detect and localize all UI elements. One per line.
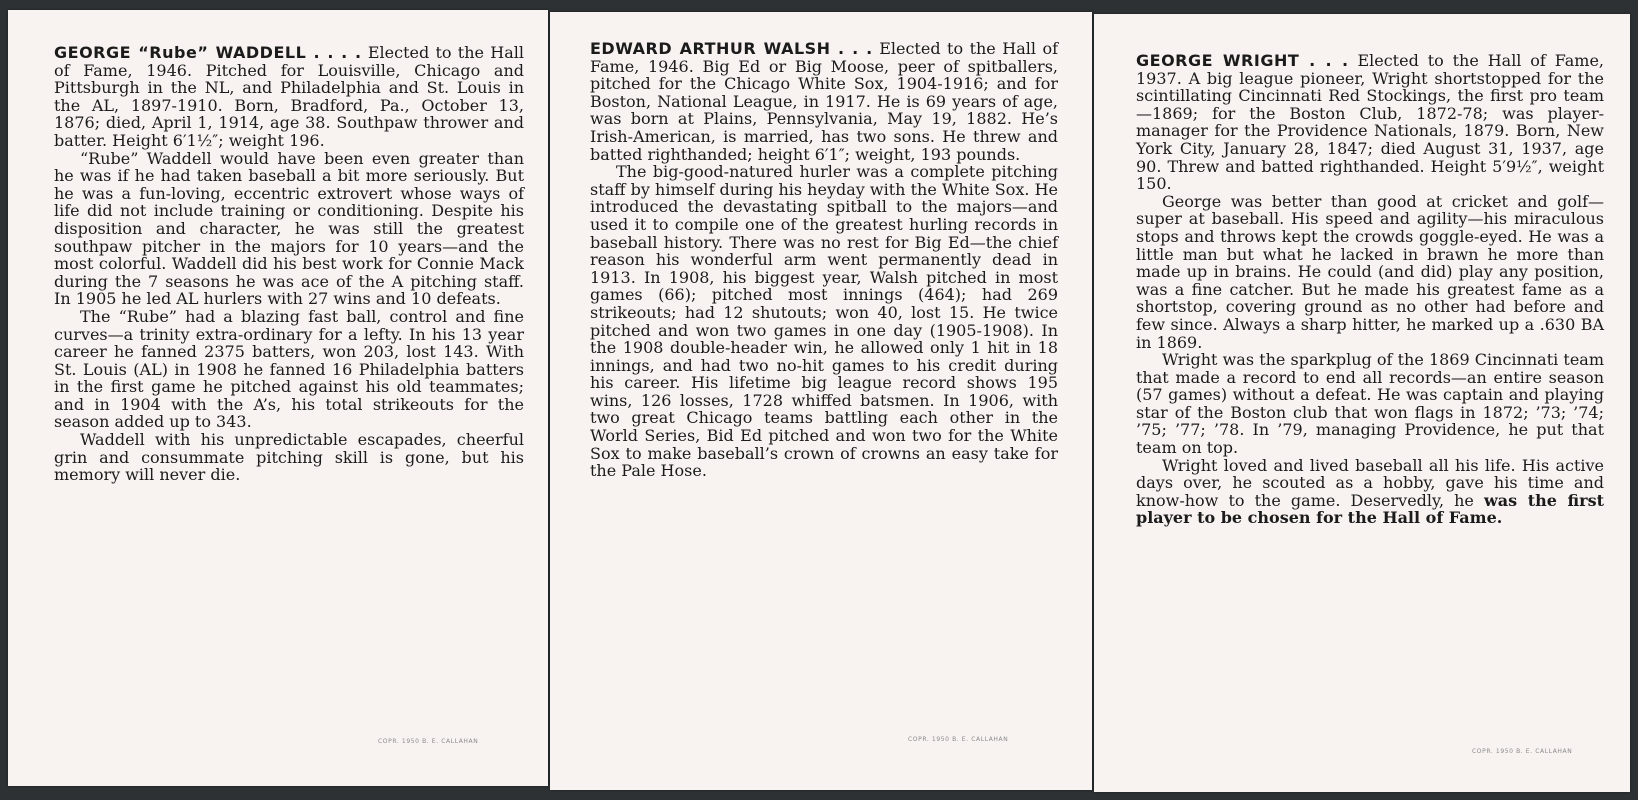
card-waddell-paragraph-1: Elected to the Hall of Fame, 1946. Pitched for Louisville, Chicago and Pittsburgh in the NL, and Philadelphia and St. Louis in the AL, 1897-1910. Born, Bradford, Pa., October 13, 1876; died, April 1, 1914, age 38. Southpaw thrower and batter. Height 6′1½″; weight 196. [54,43,524,150]
card-wright-paragraph-4: Wright loved and lived baseball all his life. His active days over, he scouted as a hobby, gave his time and know-how to the game. Deservedly, he was the first player to be chosen for the Hall of Fame. [1136,455,1604,528]
card-wright-text [1136,52,1604,527]
card-walsh-text [590,40,1058,480]
card-waddell-paragraph-4: Waddell with his unpredictable escapades, cheerful grin and consummate pitching skill is gone, but his memory will never die. [54,430,524,485]
card-wright [1094,14,1630,792]
player-name: GEORGE “Rube” WADDELL [54,43,307,62]
card-waddell [8,10,548,786]
card-waddell-text [54,44,524,484]
card-walsh-paragraph-1: Elected to the Hall of Fame, 1946. Big Ed or Big Moose, peer of spitballers, pitched for the Chicago White Sox, 1904-1916; and for Boston, National League, in 1917. He is 69 years of age, was born at Plains, Pennsylvania, May 19, 1882. He’s Irish-American, is married, has two sons. He threw and batted righthanded; height 6′1″; weight, 193 pounds. [590,39,1059,164]
copyright-notice: COPR. 1950 B. E. CALLAHAN [908,736,1009,743]
card-waddell-intro: GEORGE “Rube” WADDELL . . . . Elected to the Hall of Fame, 1946. Pitched for Louisville, Chicago and Pittsburgh in the NL, and Philadelphia and St. Louis in the AL, 1897-1910. Born, Bradford, Pa., October 13, 1876; died, April 1, 1914, age 38. Southpaw thrower and batter. Height 6′1½″; weight 196. [54,43,524,150]
card-walsh [550,12,1092,790]
player-name: GEORGE WRIGHT [1136,51,1300,70]
card-wright-paragraph-2: George was better than good at cricket and golf—super at baseball. His speed and agility—his miraculous stops and throws kept the crowds goggle-eyed. He was a little man but what he lacked in brawn he more than made up in brains. He could (and did) play any position, was a fine catcher. But he made his greatest fame as a shortstop, covering ground as no other had before and few since. Always a sharp hitter, he marked up a .630 BA in 1869. [1136,191,1604,352]
card-waddell-paragraph-2: “Rube” Waddell would have been even greater than he was if he had taken baseball a bit more seriously. But he was a fun-loving, eccentric extrovert whose ways of life did not include training or conditioning. Despite his disposition and character, he was still the greatest southpaw pitcher in the majors for 10 years—and the most colorful. Waddell did his best work for Connie Mack during the 7 seasons he was ace of the A pitching staff. In 1905 he led AL hurlers with 27 wins and 10 defeats. [54,148,524,309]
copyright-notice: COPR. 1950 B. E. CALLAHAN [378,738,479,745]
card-wright-closing-bold: was the first player to be chosen for the Hall of Fame. [1136,490,1604,528]
card-wright-paragraph-3: Wright was the sparkplug of the 1869 Cincinnati team that made a record to end all records—an entire season (57 games) without a defeat. He was captain and playing star of the Boston club that won flags in 1872; ’73; ’74; ’75; ’77; ’78. In ’79, managing Providence, he put that team on top. [1136,350,1604,458]
card-waddell-paragraph-3: The “Rube” had a blazing fast ball, control and fine curves—a trinity extra-ordinary for a lefty. In his 13 year career he fanned 2375 batters, won 203, lost 143. With St. Louis (AL) in 1908 he fanned 16 Philadelphia batters in the first game he pitched against his old teammates; and in 1904 with the A’s, his total strikeouts for the season added up to 343. [54,306,524,432]
card-wright-intro: GEORGE WRIGHT . . . Elected to the Hall of Fame, 1937. A big league pioneer, Wright shortstopped for the scintillating Cincinnati Red Stockings, the first pro team—1869; for the Boston Club, 1872-78; was player-manager for the Providence Nationals, 1879. Born, New York City, January 28, 1847; died August 31, 1937, age 90. Threw and batted righthanded. Height 5′9½″, weight 150. [1136,51,1605,194]
card-walsh-intro: EDWARD ARTHUR WALSH . . . Elected to the Hall of Fame, 1946. Big Ed or Big Moose, peer of spitballers, pitched for the Chicago White Sox, 1904-1916; and for Boston, National League, in 1917. He is 69 years of age, was born at Plains, Pennsylvania, May 19, 1882. He’s Irish-American, is married, has two sons. He threw and batted righthanded; height 6′1″; weight, 193 pounds. [590,39,1059,164]
player-name: EDWARD ARTHUR WALSH [590,39,831,58]
card-walsh-paragraph-2: The big-good-natured hurler was a complete pitching staff by himself during his heyday with the White Sox. He introduced the devastating spitball to the majors—and used it to compile one of the greatest hurling records in baseball history. There was no rest for Big Ed—the chief reason his wonderful arm went permanently dead in 1913. In 1908, his biggest year, Walsh pitched in most games (66); pitched most innings (464); had 269 strikeouts; had 12 shutouts; won 40, lost 15. He twice pitched and won two games in one day (1905-1908). In the 1908 double-header win, he allowed only 1 hit in 18 innings, and had two no-hit games to his credit during his career. His lifetime big league record shows 195 wins, 126 losses, 1728 whiffed batsmen. In 1906, with two great Chicago teams battling each other in the World Series, Bid Ed pitched and won two for the White Sox to make baseball’s crown of crowns an easy take for the Pale Hose. [590,162,1058,481]
card-wright-paragraph-1: Elected to the Hall of Fame, 1937. A big league pioneer, Wright shortstopped for the scintillating Cincinnati Red Stockings, the first pro team—1869; for the Boston Club, 1872-78; was player-manager for the Providence Nationals, 1879. Born, New York City, January 28, 1847; died August 31, 1937, age 90. Threw and batted righthanded. Height 5′9½″, weight 150. [1136,51,1605,194]
copyright-notice: COPR. 1950 B. E. CALLAHAN [1472,748,1573,755]
